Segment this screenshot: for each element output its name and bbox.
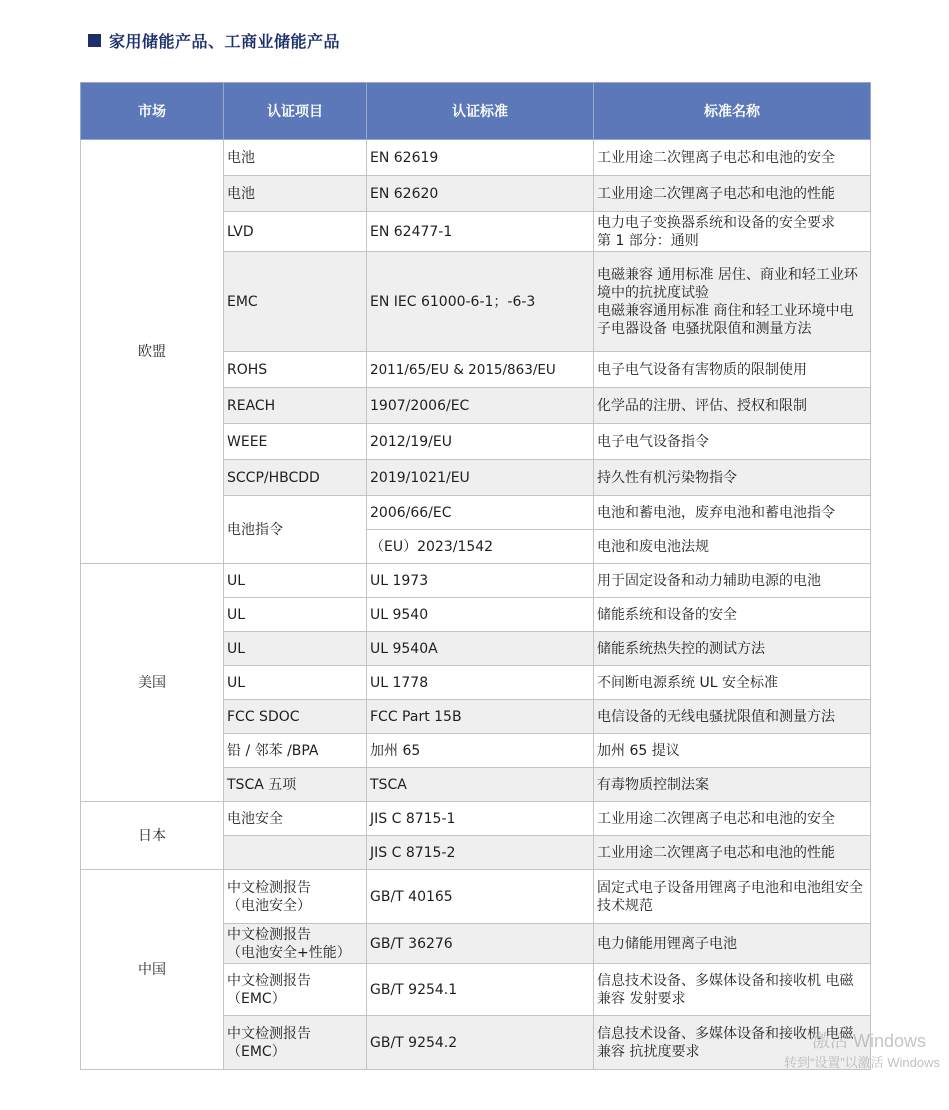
item-cell: UL xyxy=(224,632,367,666)
name-cell: 加州 65 提议 xyxy=(594,734,871,768)
table-header-row xyxy=(81,83,871,140)
header-market: 市场 xyxy=(81,83,224,140)
item-cell: 电池 xyxy=(224,140,367,176)
item-cell: 电池 xyxy=(224,176,367,212)
item-cell xyxy=(224,836,367,870)
name-cell: 电磁兼容 通用标准 居住、商业和轻工业环境中的抗扰度试验 电磁兼容通用标准 商住和轻工业环境中电子电器设备 电骚扰限值和测量方法 xyxy=(594,252,871,352)
standard-cell: TSCA xyxy=(367,768,594,802)
standard-cell: EN 62620 xyxy=(367,176,594,212)
standard-cell: JIS C 8715-1 xyxy=(367,802,594,836)
item-cell: 电池指令 xyxy=(224,496,367,564)
activation-watermark-hint: 转到“设置”以激活 Windows xyxy=(784,1055,941,1070)
standard-cell: EN IEC 61000-6-1；-6-3 xyxy=(367,252,594,352)
name-cell: 工业用途二次锂离子电芯和电池的安全 xyxy=(594,140,871,176)
standard-cell: UL 9540 xyxy=(367,598,594,632)
name-cell: 用于固定设备和动力辅助电源的电池 xyxy=(594,564,871,598)
standard-cell: 加州 65 xyxy=(367,734,594,768)
name-cell: 工业用途二次锂离子电芯和电池的安全 xyxy=(594,802,871,836)
name-cell: 电力储能用锂离子电池 xyxy=(594,924,871,964)
item-cell: WEEE xyxy=(224,424,367,460)
market-cell-japan: 日本 xyxy=(81,802,224,870)
table-row xyxy=(81,564,871,598)
name-cell: 电信设备的无线电骚扰限值和测量方法 xyxy=(594,700,871,734)
name-cell: 电子电气设备指令 xyxy=(594,424,871,460)
item-cell: TSCA 五项 xyxy=(224,768,367,802)
standard-cell: GB/T 9254.2 xyxy=(367,1016,594,1070)
item-cell: 铅 / 邻苯 /BPA xyxy=(224,734,367,768)
standard-cell: UL 1778 xyxy=(367,666,594,700)
standard-cell: GB/T 36276 xyxy=(367,924,594,964)
market-cell-china: 中国 xyxy=(81,870,224,1070)
standard-cell: 2011/65/EU & 2015/863/EU xyxy=(367,352,594,388)
item-cell: 中文检测报告 （EMC） xyxy=(224,1016,367,1070)
name-cell: 电池和蓄电池，废弃电池和蓄电池指令 xyxy=(594,496,871,530)
heading-text: 家用储能产品、工商业储能产品 xyxy=(109,32,341,51)
name-cell: 电池和废电池法规 xyxy=(594,530,871,564)
item-cell: SCCP/HBCDD xyxy=(224,460,367,496)
standard-cell: FCC Part 15B xyxy=(367,700,594,734)
name-cell: 储能系统和设备的安全 xyxy=(594,598,871,632)
name-cell: 工业用途二次锂离子电芯和电池的性能 xyxy=(594,176,871,212)
certification-table xyxy=(80,82,871,1070)
item-cell: ROHS xyxy=(224,352,367,388)
standard-cell: 2006/66/EC xyxy=(367,496,594,530)
standard-cell: GB/T 9254.1 xyxy=(367,964,594,1016)
activation-watermark-title: 激活 Windows xyxy=(812,1031,927,1051)
name-cell: 储能系统热失控的测试方法 xyxy=(594,632,871,666)
item-cell: 中文检测报告 （电池安全+性能） xyxy=(224,924,367,964)
name-cell: 信息技术设备、多媒体设备和接收机 电磁兼容 发射要求 xyxy=(594,964,871,1016)
name-cell: 工业用途二次锂离子电芯和电池的性能 xyxy=(594,836,871,870)
section-heading xyxy=(88,29,340,52)
header-standard: 认证标准 xyxy=(367,83,594,140)
standard-cell: （EU）2023/1542 xyxy=(367,530,594,564)
item-cell: 中文检测报告 （EMC） xyxy=(224,964,367,1016)
item-cell: 中文检测报告 （电池安全） xyxy=(224,870,367,924)
item-cell: UL xyxy=(224,598,367,632)
name-cell: 固定式电子设备用锂离子电池和电池组安全技术规范 xyxy=(594,870,871,924)
header-item: 认证项目 xyxy=(224,83,367,140)
name-cell: 电力电子变换器系统和设备的安全要求 第 1 部分：通则 xyxy=(594,212,871,252)
market-cell-us: 美国 xyxy=(81,564,224,802)
name-cell: 信息技术设备、多媒体设备和接收机 电磁兼容 抗扰度要求 xyxy=(594,1016,871,1070)
standard-cell: GB/T 40165 xyxy=(367,870,594,924)
standard-cell: 2019/1021/EU xyxy=(367,460,594,496)
name-cell: 持久性有机污染物指令 xyxy=(594,460,871,496)
table-row xyxy=(81,802,871,836)
standard-cell: 2012/19/EU xyxy=(367,424,594,460)
table-row xyxy=(81,870,871,924)
header-name: 标准名称 xyxy=(594,83,871,140)
item-cell: EMC xyxy=(224,252,367,352)
item-cell: REACH xyxy=(224,388,367,424)
name-cell: 化学品的注册、评估、授权和限制 xyxy=(594,388,871,424)
market-cell-eu: 欧盟 xyxy=(81,140,224,564)
heading-square-icon xyxy=(88,34,101,47)
table-row xyxy=(81,140,871,176)
name-cell: 电子电气设备有害物质的限制使用 xyxy=(594,352,871,388)
standard-cell: 1907/2006/EC xyxy=(367,388,594,424)
item-cell: UL xyxy=(224,564,367,598)
name-cell: 有毒物质控制法案 xyxy=(594,768,871,802)
item-cell: UL xyxy=(224,666,367,700)
standard-cell: EN 62477-1 xyxy=(367,212,594,252)
standard-cell: EN 62619 xyxy=(367,140,594,176)
standard-cell: JIS C 8715-2 xyxy=(367,836,594,870)
item-cell: 电池安全 xyxy=(224,802,367,836)
item-cell: FCC SDOC xyxy=(224,700,367,734)
standard-cell: UL 1973 xyxy=(367,564,594,598)
name-cell: 不间断电源系统 UL 安全标准 xyxy=(594,666,871,700)
standard-cell: UL 9540A xyxy=(367,632,594,666)
item-cell: LVD xyxy=(224,212,367,252)
